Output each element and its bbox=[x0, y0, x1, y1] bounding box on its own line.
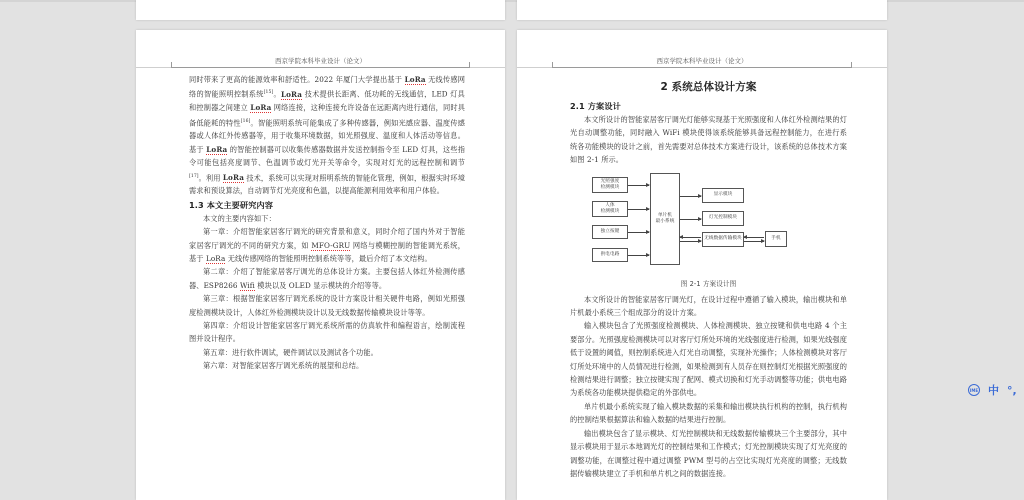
term-lora: LoRa bbox=[404, 75, 426, 84]
section-heading: 2.1 方案设计 bbox=[570, 101, 621, 111]
arrow-icon bbox=[680, 196, 701, 197]
arrow-icon bbox=[680, 237, 701, 238]
chapter-2-summary: 第二章：介绍了智能家居客厅调光的总体设计方案。主要包括人体红外检测传感器、ESP8266 Wifi 模块以及 OLED 显示模块的介绍等等。 bbox=[189, 267, 465, 290]
arrow-icon bbox=[628, 209, 649, 210]
diagram-box-human-detect: 人体 检测模块 bbox=[592, 201, 628, 217]
arrow-icon bbox=[628, 185, 649, 186]
citation[interactable]: [16] bbox=[240, 118, 251, 124]
term-wifi: Wifi bbox=[239, 280, 255, 290]
chapter-4-summary: 第四章：介绍设计智能家居客厅调光系统所需的仿真软件和编程语言，绘制流程图并设计程序。 bbox=[189, 321, 465, 344]
ime-logo-icon[interactable]: IME bbox=[968, 384, 980, 396]
chapter-6-summary: 第六章：对智能家居客厅调光系统的展望和总结。 bbox=[203, 361, 364, 371]
paragraph: 本文所设计的智能家居客厅调光灯，在设计过程中遵循了输入模块，输出模块和单片机最小系统三个组成部分的设计方案。 bbox=[570, 294, 847, 318]
ime-language-toggle[interactable]: 中 bbox=[988, 384, 999, 397]
scheme-diagram bbox=[592, 173, 832, 273]
ime-toolbar[interactable] bbox=[968, 381, 1017, 399]
arrow-icon bbox=[744, 241, 764, 242]
document-page-right[interactable] bbox=[517, 30, 887, 500]
diagram-box-display: 显示模块 bbox=[702, 188, 744, 203]
arrow-icon bbox=[628, 255, 649, 256]
page-body bbox=[570, 77, 847, 480]
ime-punctuation-toggle[interactable]: °, bbox=[1007, 383, 1017, 397]
term-lora: LoRa bbox=[222, 173, 244, 183]
chapter-title: 2 系统总体设计方案 bbox=[660, 81, 757, 93]
section-heading: 1.3 本文主要研究内容 bbox=[189, 199, 274, 210]
diagram-box-light-sensor: 光照强度 检测模块 bbox=[592, 177, 628, 193]
citation[interactable]: [17] bbox=[189, 173, 199, 179]
diagram-box-phone: 手机 bbox=[765, 231, 787, 247]
chapter-5-summary: 第五章：进行软件调试，硬件调试以及测试各个功能。 bbox=[203, 347, 378, 357]
term-lora: LoRa bbox=[280, 89, 303, 99]
header-rule-left-ext bbox=[136, 67, 171, 68]
term-mfo-gru: MFO-GRU bbox=[311, 240, 351, 250]
paragraph: 单片机最小系统实现了输入模块数据的采集和输出模块执行机构的控制，执行机构的控制结果根据算法和输入数据的结果进行控制。 bbox=[570, 401, 847, 425]
paragraph: 输入模块包含了光照强度检测模块、人体检测模块、独立按键和供电电路 4 个主要部分。光照强度检测模块可以对客厅灯所处环境的光线强度进行检测，如果光线强度低于设置的阈值，则控制系统进入灯光自动调整，实现补光操作；人体检测模块对客厅灯所处环境中的人员情况进行检测，如果检测到有人员存在则控制灯光根据光照强度的检测结果进行调整；独立按键实现了配网、模式切换和灯光手动调整等功能；供电电路为系统各功能模块提供稳定的外部供电。 bbox=[570, 321, 847, 398]
diagram-box-power: 供电电路 bbox=[592, 248, 628, 262]
diagram-box-light-control: 灯光控制模块 bbox=[702, 211, 744, 226]
previous-page-left[interactable] bbox=[136, 0, 505, 20]
arrow-icon bbox=[628, 232, 649, 233]
chapter-3-summary: 第三章：根据智能家居客厅调光系统的设计方案设计相关硬件电路，例如光照强度检测模块设计，人体红外检测模块设计以及无线数据传输模块设计等等。 bbox=[189, 294, 465, 317]
page-body bbox=[189, 73, 465, 373]
arrow-icon bbox=[744, 237, 764, 238]
paragraph: 输出模块包含了显示模块、灯光控制模块和无线数据传输模块三个主要部分，其中显示模块用于显示本地调光灯的控制结果和工作模式；灯光控制模块实现了灯光亮度的调整功能，在调整过程中通过调整 PWM 型号的占空比实现灯光亮度的调整；无线数据传输模块建立了手机和单片机之间的数据连接。 bbox=[570, 428, 847, 478]
figure-caption: 图 2-1 方案设计图 bbox=[680, 279, 737, 288]
header-rule-right-ext bbox=[470, 67, 505, 68]
paragraph: 本文所设计的智能家居客厅调光灯能够实现基于光照强度和人体红外检测结果的灯光自动调整功能，同时融入 WiFi 模块使得该系统能够具备远程控制能力，在进行系统各功能模块的设计之前，首先需要对总体技术方案进行设计，该系统的总体技术方案如图 2-1 所示。 bbox=[570, 115, 847, 165]
previous-page-right[interactable] bbox=[517, 0, 887, 20]
arrow-icon bbox=[680, 219, 701, 220]
intro-line: 本文的主要内容如下： bbox=[203, 213, 276, 223]
paragraph-continued: 同时带来了更高的能源效率和舒适性。2022 年厦门大学提出基于 LoRa 无线传感网络的智能照明控制系统[15]。LoRa 技术提供长距离、低功耗的无线通信，LED 灯具和控制器之间建立 LoRa 网络连接，这种连接允许设备在远距离内进行通信，同时具备低能耗的特性[16]。智能照明系统可能集成了多种传感器，例如光感应器、温度传感器或人体红外传感器等，用于收集环境数据，如光照强度、温度和人体活动等信息。 基于 LoRa 的智能控制器可以收集传感器数据并发送控制指令至 LED 灯具，这些指令可能包括亮度调节、色温调节或灯光开关等命令，实现对灯光的远程控制和调节[17]。利用 LoRa 技术，系统可以实现对照明系统的智能化管理，例如，根据实时环境需求和预设算法，自动调节灯光亮度和色温，以提高能源利用效率和用户体验。 bbox=[189, 75, 466, 196]
citation[interactable]: [15] bbox=[263, 90, 274, 96]
diagram-box-wireless: 无线数据传输模块 bbox=[702, 232, 744, 247]
term-lora: LoRa bbox=[205, 254, 226, 264]
diagram-box-mcu: 单片机 最小系统 bbox=[650, 173, 680, 265]
header-rule-right-ext bbox=[852, 67, 887, 68]
diagram-box-button: 独立按键 bbox=[592, 225, 628, 239]
term-lora: LoRa bbox=[250, 103, 272, 113]
chapter-1-summary: 第一章：介绍智能家居客厅调光的研究背景和意义，同时介绍了国内外对于智能家居客厅调光的不同的研究方案，如 MFO-GRU 网络与模糊控制的智能调光系统，基于 LoRa 无线传感网络的智能照明控制系统等等，最后介绍了本文结构。 bbox=[189, 227, 465, 264]
page-header: 西京学院本科毕业设计（论文） bbox=[552, 57, 852, 68]
term-lora: LoRa bbox=[206, 144, 228, 154]
arrow-icon bbox=[680, 241, 701, 242]
header-rule-left-ext bbox=[517, 67, 552, 68]
document-page-left[interactable] bbox=[136, 30, 505, 500]
page-header: 西京学院本科毕业设计（论文） bbox=[171, 57, 470, 68]
